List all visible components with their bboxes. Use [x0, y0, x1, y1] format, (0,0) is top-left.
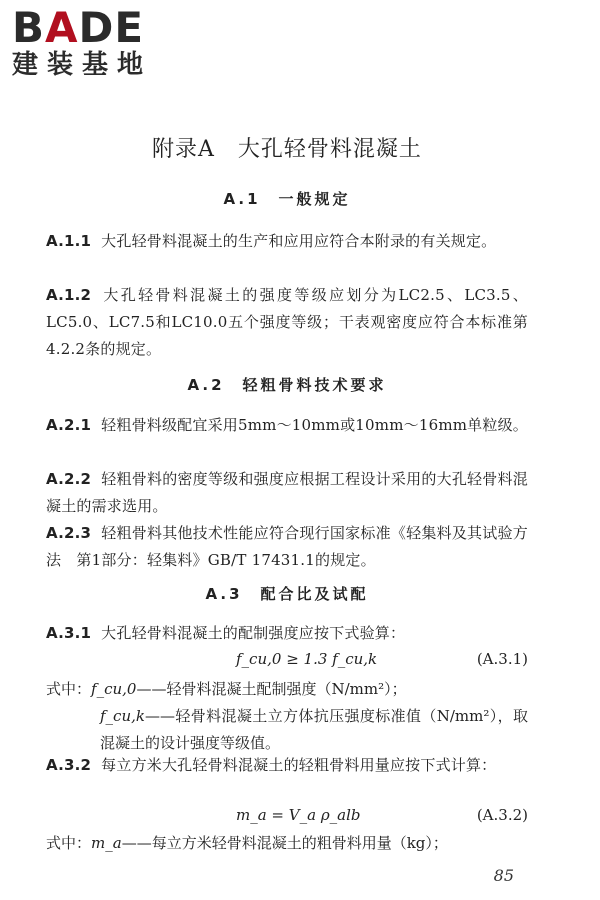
- clause-a-2-1: [46, 412, 528, 439]
- clause-text: 每立方米大孔轻骨料混凝土的轻粗骨料用量应按下式计算：: [101, 756, 497, 774]
- definition-3: [46, 830, 528, 857]
- clause-number: A.3.2: [46, 756, 92, 774]
- clause-a-2-3: [46, 520, 528, 574]
- clause-a-3-2: [46, 752, 528, 779]
- clause-number: A.1.2: [46, 286, 92, 304]
- section-heading-a1: A.1 一般规定: [223, 190, 351, 208]
- definition-1: [46, 676, 528, 703]
- logo-wordmark: [12, 3, 152, 52]
- clause-text: 大孔轻骨料混凝土的生产和应用应符合本附录的有关规定。: [101, 232, 497, 250]
- definition-2: [100, 703, 528, 757]
- where-label: 式中：: [46, 680, 92, 698]
- page-number: 85: [493, 866, 514, 885]
- clause-number: A.2.1: [46, 416, 92, 434]
- logo-subtitle: 建装基地: [12, 50, 153, 80]
- logo-letter-b: B: [12, 3, 46, 52]
- brand-logo: [12, 3, 153, 80]
- clause-number: A.1.1: [46, 232, 92, 250]
- clause-text: 轻粗骨料级配宜采用5mm～10mm或10mm～16mm单粒级。: [101, 416, 528, 434]
- clause-number: A.3.1: [46, 624, 92, 642]
- definition-text: ——轻骨料混凝土立方体抗压强度标准值（N/mm²），取混凝土的设计强度等级值。: [100, 707, 528, 752]
- section-heading-a2: A.2 轻粗骨料技术要求: [187, 376, 387, 394]
- clause-a-3-1: [46, 620, 528, 647]
- clause-text: 大孔轻骨料混凝土的配制强度应按下式验算：: [101, 624, 406, 642]
- definition-text: ——每立方米轻骨料混凝土的粗骨料用量（kg）；: [121, 834, 448, 852]
- formula-tag: (A.3.2): [476, 806, 528, 824]
- clause-a-2-2: [46, 466, 528, 520]
- formula-tag: (A.3.1): [476, 650, 528, 668]
- definition-symbol: f_cu,k: [100, 707, 145, 725]
- definition-symbol: f_cu,0: [91, 680, 137, 698]
- clause-number: A.2.3: [46, 524, 92, 542]
- formula-a-3-1: [46, 650, 528, 674]
- appendix-title: 附录A 大孔轻骨料混凝土: [152, 137, 422, 162]
- formula-a-3-2: [46, 806, 528, 830]
- formula-expression: f_cu,0 ≥ 1.3 f_cu,k: [236, 650, 378, 668]
- logo-letter-a: A: [45, 3, 79, 52]
- clause-text: 轻粗骨料其他技术性能应符合现行国家标准《轻集料及其试验方法 第1部分：轻集料》GB/T 17431.1的规定。: [46, 524, 528, 569]
- logo-letters-de: DE: [78, 3, 145, 52]
- clause-a-1-1: [46, 228, 528, 255]
- section-heading-a3: A.3 配合比及试配: [205, 585, 369, 603]
- clause-number: A.2.2: [46, 470, 92, 488]
- definition-symbol: m_a: [91, 834, 122, 852]
- clause-a-1-2: [46, 282, 528, 363]
- definition-text: ——轻骨料混凝土配制强度（N/mm²）；: [136, 680, 407, 698]
- clause-text: 大孔轻骨料混凝土的强度等级应划分为LC2.5、LC3.5、LC5.0、LC7.5和LC10.0五个强度等级；干表观密度应符合本标准第4.2.2条的规定。: [46, 286, 528, 358]
- formula-expression: m_a = V_a ρ_alb: [236, 806, 361, 824]
- where-label: 式中：: [46, 834, 92, 852]
- clause-text: 轻粗骨料的密度等级和强度应根据工程设计采用的大孔轻骨料混凝土的需求选用。: [46, 470, 528, 515]
